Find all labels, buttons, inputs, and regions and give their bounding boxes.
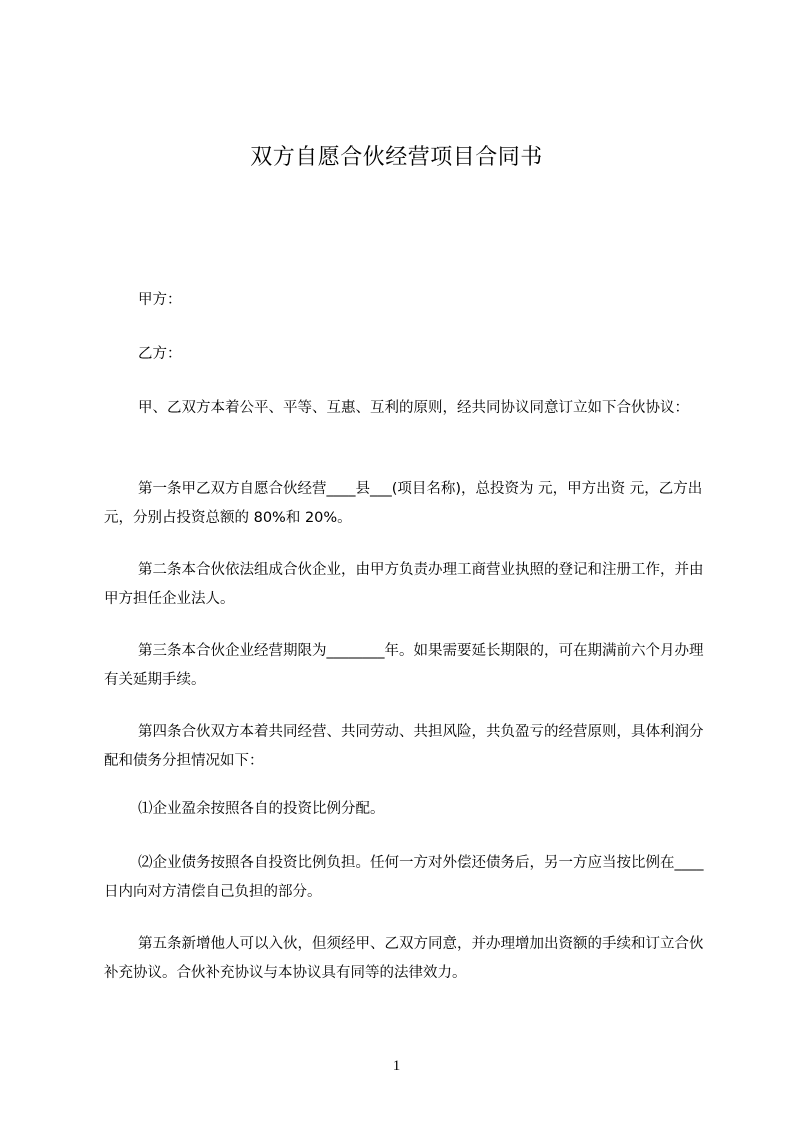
document-title: 双方自愿合伙经营项目合同书 bbox=[250, 145, 543, 170]
article-4-item-2: ⑵企业债务按照各自投资比例负担。任何一方对外偿还债务后，另一方应当按比例在____日内向对方清偿自己负担的部分。 bbox=[104, 855, 704, 900]
party-b-line: 乙方： bbox=[138, 346, 182, 362]
article-3-paragraph: 第三条本合伙企业经营期限为________年。如果需要延长期限的，可在期满前六个月办理有关延期手续。 bbox=[104, 643, 704, 688]
article-5-paragraph: 第五条新增他人可以入伙，但须经甲、乙双方同意，并办理增加出资额的手续和订立合伙补充协议。合伙补充协议与本协议具有同等的法律效力。 bbox=[104, 936, 704, 981]
article-4-paragraph: 第四条合伙双方本着共同经营、共同劳动、共担风险，共负盈亏的经营原则，具体利润分配和债务分担情况如下： bbox=[104, 724, 704, 769]
preamble-paragraph: 甲、乙双方本着公平、平等、互惠、互利的原则，经共同协议同意订立如下合伙协议： bbox=[138, 400, 689, 416]
article-2-paragraph: 第二条本合伙依法组成合伙企业，由甲方负责办理工商营业执照的登记和注册工作，并由甲方担任企业法人。 bbox=[104, 562, 704, 607]
article-4-item-1: ⑴企业盈余按照各自的投资比例分配。 bbox=[138, 801, 385, 817]
party-a-line: 甲方： bbox=[138, 292, 182, 308]
page-number: 1 bbox=[392, 1058, 401, 1074]
article-1-paragraph: 第一条甲乙双方自愿合伙经营____县___(项目名称)，总投资为 元，甲方出资 元，乙方出 元，分别占投资总额的 80%和 20%。 bbox=[104, 481, 703, 526]
